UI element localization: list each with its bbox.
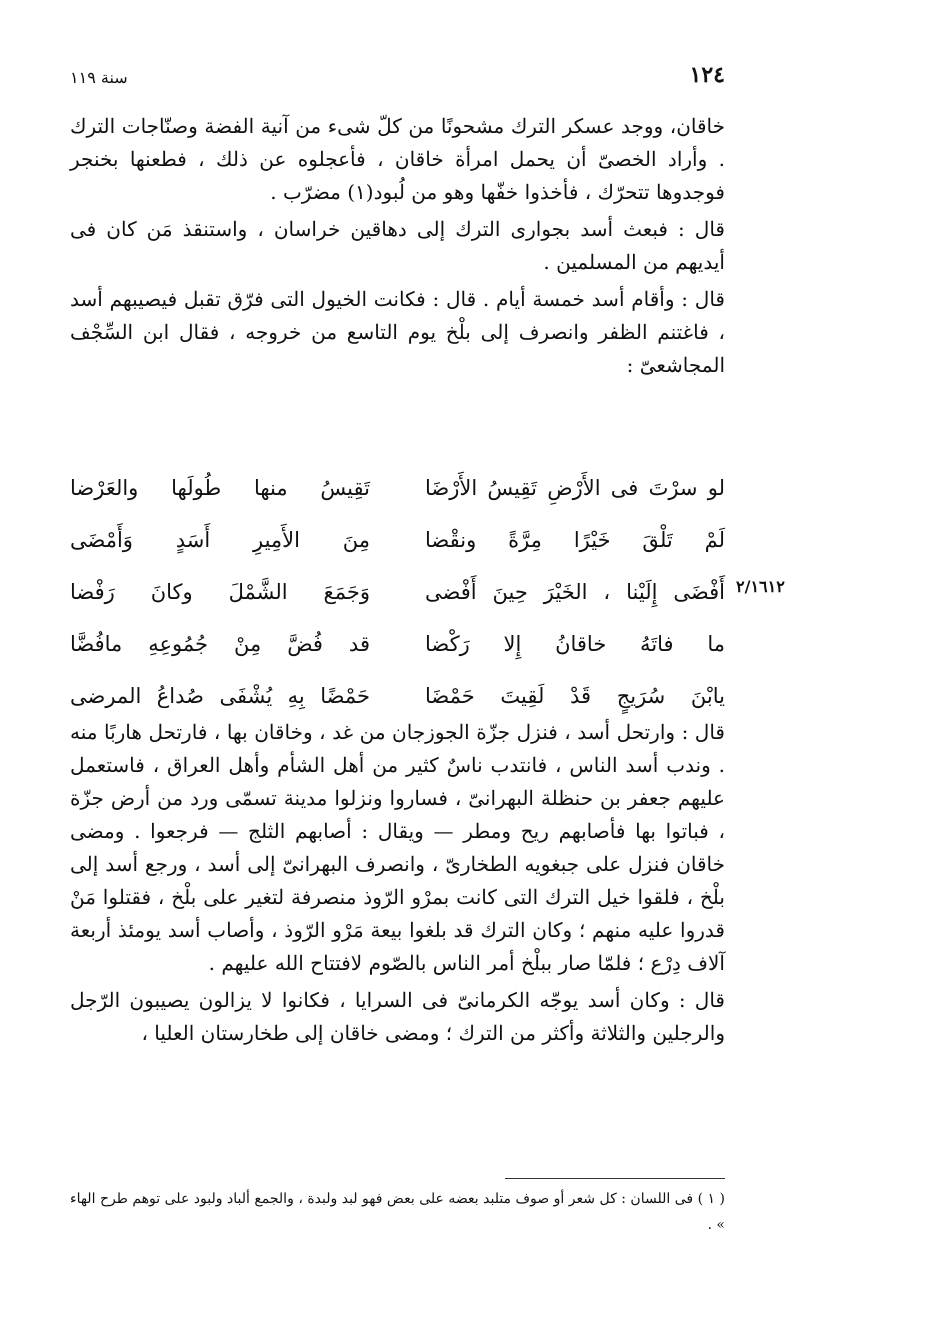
margin-reference: ٢/١٦١٢ — [736, 577, 785, 596]
poem-verse — [70, 670, 725, 722]
verse-first-hemistich: لَمْ تَلْقَ خَيْرًا مِرَّةً ونقْضا — [425, 528, 725, 552]
verse-second-hemistich: مِنَ الأَمِيرِ أَسَدٍ وَأَمْضَى — [70, 528, 370, 552]
page-header — [70, 62, 725, 96]
poem-verse — [70, 618, 725, 670]
poem-verse — [70, 462, 725, 514]
poem-verse — [70, 566, 725, 618]
paragraph: قال : وارتحل أسد ، فنزل جزّة الجوزجان من غد ، وخاقان بها ، فارتحل هاربًا منه . وندب أسد الناس ، فانتدب ناسٌ كثير من أهل الشأم وأهل العراق ، فاستعمل عليهم جعفر بن حنظلة البهرانىّ ، فساروا ونزلوا مدينة تسمّى ورد من أرض جزّة ، فباتوا بها فأصابهم ريح ومطر — ويقال : أصابهم الثلج — فرجعوا . ومضى خاقان فنزل على جبغويه الطخارىّ ، وانصرف البهرانىّ إلى أسد ، ورجع أسد إلى بلْخ ، فلقوا خيل الترك التى كانت بمرْو الرّوذ منصرفة لتغير على بلْخ ، فقتلوا مَنْ قدروا عليه منهم ؛ وكان الترك قد بلغوا بيعة مَرْو الرّوذ ، وأصاب أسد يومئذ أربعة آلاف دِرْع ؛ فلمّا صار ببلْخ أمر الناس بالصّوم لافتتاح الله عليهم . — [70, 720, 725, 975]
verse-second-hemistich: تَقِيسُ منها طُولَها والعَرْضا — [70, 476, 370, 500]
paragraph: قال : وكان أسد يوجّه الكرمانىّ فى السرايا ، فكانوا لا يزالون يصيبون الرّجل والرجلين والثلاثة وأكثر من الترك ؛ ومضى خاقان إلى طخارستان العليا ، — [70, 988, 725, 1045]
main-text-top — [70, 110, 725, 386]
poem-verse — [70, 514, 725, 566]
verse-first-hemistich: لو سرْتَ فى الأَرْضِ تَقِيسُ الأَرْضَا — [425, 476, 725, 500]
poem — [70, 462, 725, 722]
running-head-year: سنة ١١٩ — [70, 68, 128, 87]
page-number: ١٢٤ — [689, 62, 725, 88]
verse-first-hemistich: يابْنَ سُرَيجٍ قَدْ لَقِيتَ حَمْضَا — [425, 684, 725, 708]
paragraph: قال : فبعث أسد بجوارى الترك إلى دهاقين خراسان ، واستنقذ مَن كان فى أيديهم من المسلمين . — [70, 217, 725, 274]
footnote-rule — [505, 1178, 725, 1179]
verse-second-hemistich: وَجَمَعَ الشَّمْلَ وكانَ رَفْضا — [70, 580, 370, 604]
paragraph: خاقان، ووجد عسكر الترك مشحونًا من كلّ شىء من آنية الفضة وصنّاجات الترك . وأراد الخصىّ أن يحمل امرأة خاقان ، فأعجلوه عن ذلك ، فطعنها بخنجر فوجدوها تتحرّك ، فأخذوا خفّها وهو من لُبود(١) مضرّب . — [70, 114, 725, 204]
footnote: ( ١ ) فى اللسان : كل شعر أو صوف متلبد بعضه على بعض فهو لبد ولبدة ، والجمع ألباد ولبود على توهم طرح الهاء » . — [70, 1191, 725, 1233]
main-text-bottom — [70, 716, 725, 1054]
verse-second-hemistich: قد فُضَّ مِنْ جُمُوعِهِ مافُضَّا — [70, 632, 370, 656]
verse-second-hemistich: حَمْضًا بِهِ يُشْفَى صُداعُ المرضى — [70, 684, 370, 708]
verse-first-hemistich: ما فاتَهُ خاقانُ إِلا رَكْضا — [425, 632, 725, 656]
verse-first-hemistich: أَفْضَى إِلَيْنا ، الخَيْرَ حِينَ أَفْضى — [425, 580, 725, 604]
paragraph: قال : وأقام أسد خمسة أيام . قال : فكانت الخيول التى فرّق تقبل فيصيبهم أسد ، فاغتنم الظفر وانصرف إلى بلْخ يوم التاسع من خروجه ، فقال ابن السِّجْف المجاشعىّ : — [70, 287, 725, 377]
